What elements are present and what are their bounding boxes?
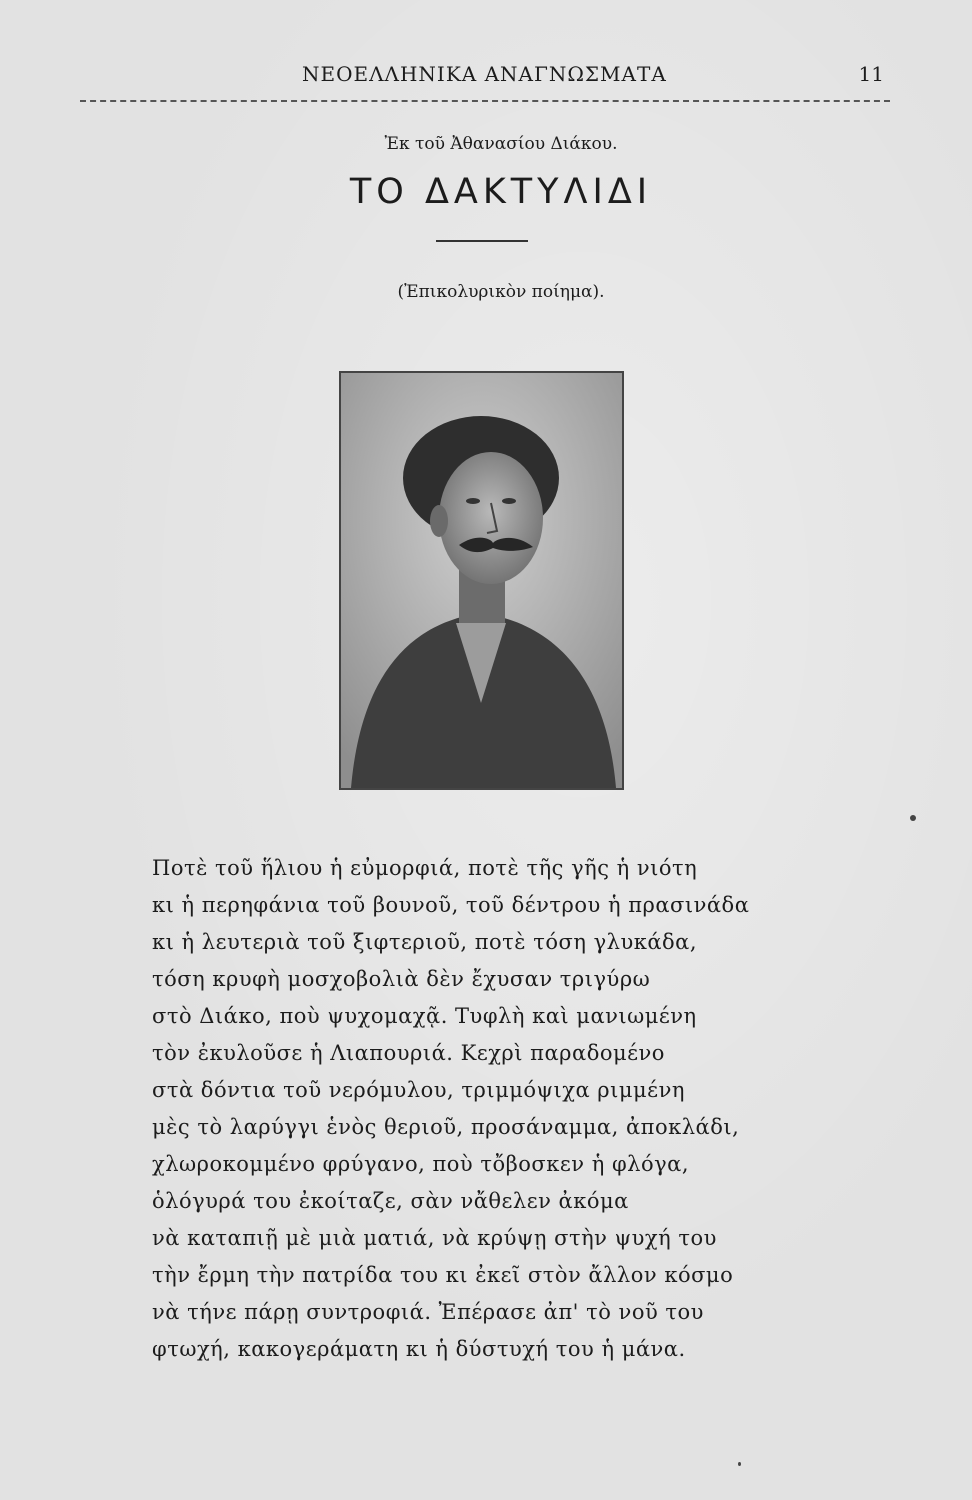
- poem-line: κι ἡ περηφάνια τοῦ βουνοῦ, τοῦ δέντρου ἡ πρασινάδα: [152, 893, 750, 917]
- poem-title: ΤΟ ΔΑΚΤΥΛΙΔΙ: [349, 172, 653, 212]
- poem-line: μὲς τὸ λαρύγγι ἑνὸς θεριοῦ, προσάναμμα, ἀποκλάδι,: [152, 1115, 740, 1139]
- poem-line: νὰ καταπιῇ μὲ μιὰ ματιά, νὰ κρύψῃ στὴν ψυχή του: [152, 1226, 717, 1250]
- page-number: 11: [858, 62, 884, 86]
- portrait-engraving-icon: [341, 373, 622, 788]
- paper-speck: [910, 815, 916, 821]
- poem-line: στὰ δόντια τοῦ νερόμυλου, τριμμόψιχα ριμμένη: [152, 1078, 685, 1102]
- paper-speck: [738, 1462, 741, 1466]
- header-divider: [80, 100, 890, 102]
- running-title: ΝΕΟΕΛΛΗΝΙΚΑ ΑΝΑΓΝΩΣΜΑΤΑ: [302, 62, 667, 86]
- poem-line: τὸν ἐκυλοῦσε ἡ Λιαπουριά. Κεχρὶ παραδομένο: [152, 1041, 665, 1065]
- portrait-image: [339, 371, 624, 790]
- poem-subtitle: (Ἐπικολυρικὸν ποίημα).: [397, 282, 605, 302]
- poem-line: φτωχή, κακογεράματη κι ἡ δύστυχή του ἡ μάνα.: [152, 1337, 686, 1361]
- poem-line: νὰ τήνε πάρῃ συντροφιά. Ἐπέρασε ἀπ' τὸ νοῦ του: [152, 1300, 704, 1324]
- poem-line: στὸ Διάκο, ποὺ ψυχομαχᾷ. Τυφλὴ καὶ μανιωμένη: [152, 1004, 697, 1028]
- poem-line: χλωροκομμένο φρύγανο, ποὺ τὄβοσκεν ἡ φλόγα,: [152, 1152, 690, 1176]
- poem-line: ὁλόγυρά του ἐκοίταζε, σὰν νἄθελεν ἀκόμα: [152, 1189, 629, 1213]
- title-divider: [436, 240, 528, 242]
- poem-line: τόση κρυφὴ μοσχοβολιὰ δὲν ἔχυσαν τριγύρω: [152, 967, 651, 991]
- poem-line: Ποτὲ τοῦ ἥλιου ἡ εὐμορφιά, ποτὲ τῆς γῆς ἡ νιότη: [152, 856, 698, 880]
- running-header: [80, 58, 890, 98]
- poem-line: κι ἡ λευτεριὰ τοῦ ξιφτεριοῦ, ποτὲ τόση γλυκάδα,: [152, 930, 698, 954]
- poem-line: τὴν ἔρμη τὴν πατρίδα του κι ἐκεῖ στὸν ἄλλον κόσμο: [152, 1263, 734, 1287]
- source-attribution: Ἐκ τοῦ Ἀθανασίου Διάκου.: [384, 134, 618, 154]
- poem-body: [152, 850, 852, 1368]
